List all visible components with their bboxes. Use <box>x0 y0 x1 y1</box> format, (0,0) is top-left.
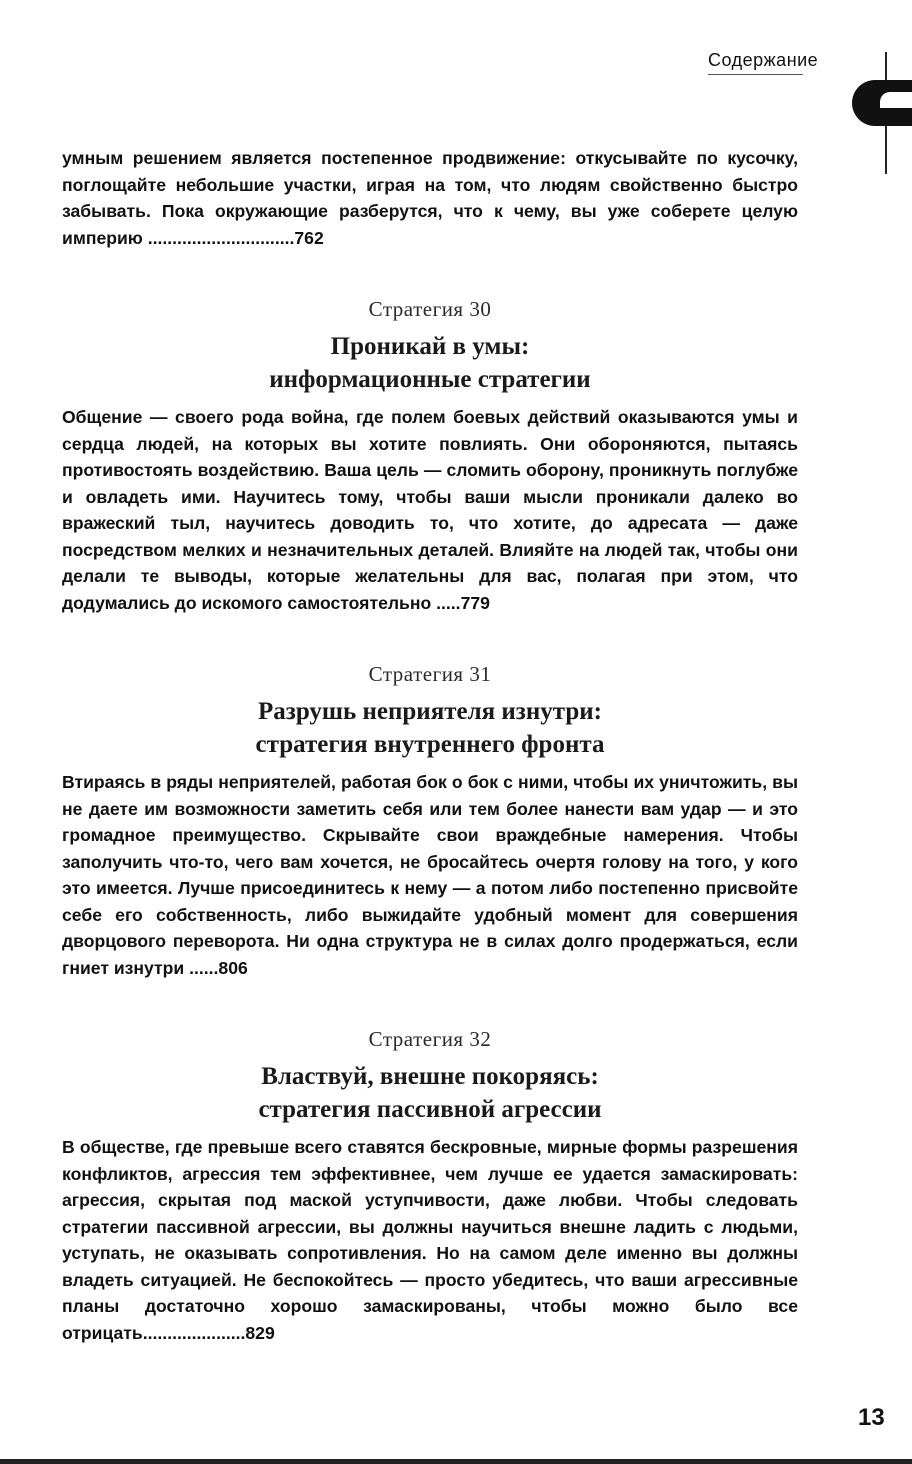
intro-text: умным решением является постепенное продвижение: откусывайте по кусочку, поглощайте небольшие участки, играя на том, что людям свойственно быстро забывать. Пока окружающие разберутся, что к чему, вы уже соберете целую империю <box>62 148 798 248</box>
strategy-title <box>62 695 798 761</box>
strategy-summary <box>62 1134 798 1346</box>
page-number: 13 <box>858 1404 885 1431</box>
toc-content <box>62 145 798 1346</box>
strategy-title-line2: стратегия пассивной агрессии <box>258 1096 602 1123</box>
intro-paragraph <box>62 145 798 251</box>
strategy-summary <box>62 404 798 616</box>
strategy-title-line1: Властвуй, внешне покоряясь: <box>261 1063 599 1090</box>
strategy-page-ref: .....................829 <box>142 1322 275 1343</box>
section-tab-mark <box>852 80 912 126</box>
toc-entry-strategy-32 <box>62 1027 798 1346</box>
strategy-title-line2: информационные стратегии <box>269 366 591 393</box>
intro-page-ref: ..............................762 <box>142 227 324 248</box>
running-header: Содержание <box>708 50 819 70</box>
strategy-page-ref: ......806 <box>184 957 248 978</box>
strategy-page-ref: .....779 <box>431 592 490 613</box>
strategy-summary <box>62 769 798 981</box>
toc-entry-strategy-30 <box>62 297 798 616</box>
strategy-text: В обществе, где превыше всего ставятся бескровные, мирные формы разрешения конфликтов, агрессия тем эффективнее, чем лучше ее удается замаскировать: агрессия, скрытая под маской уступчивости, даже любви. Чтобы следовать стратегии пассивной агрессии, вы должны научиться внешне ладить с людьми, уступать, не оказывать сопротивления. Но на самом деле именно вы должны владеть ситуацией. Не беспокойтесь — просто убедитесь, что ваши агрессивные планы достаточно хорошо замаскированы, чтобы можно было все отрицать <box>62 1137 798 1343</box>
bottom-edge-rule <box>0 1459 912 1464</box>
strategy-title-line2: стратегия внутреннего фронта <box>255 731 605 758</box>
strategy-label: Стратегия 32 <box>368 1027 492 1051</box>
strategy-title-line1: Проникай в умы: <box>330 333 530 360</box>
toc-entry-strategy-31 <box>62 662 798 981</box>
strategy-title-line1: Разрушь неприятеля изнутри: <box>258 698 602 725</box>
strategy-label: Стратегия 31 <box>368 662 492 686</box>
header-underline <box>708 74 803 75</box>
strategy-label: Стратегия 30 <box>368 297 492 321</box>
strategy-title <box>62 330 798 396</box>
strategy-text: Втираясь в ряды неприятелей, работая бок о бок с ними, чтобы их уничтожить, вы не даете им возможности заметить себя или тем более нанести вам удар — и это громадное преимущество. Скрывайте свои враждебные намерения. Чтобы заполучить что-то, чего вам хочется, не бросайтесь очертя голову на того, у кого это имеется. Лучше присоединитесь к нему — а потом либо постепенно присвойте себе его собственность, либо выжидайте удобный момент для совершения дворцового переворота. Ни одна структура не в силах долго продержаться, если гниет изнутри <box>62 772 798 978</box>
strategy-title <box>62 1060 798 1126</box>
strategy-text: Общение — своего рода война, где полем боевых действий оказываются умы и сердца людей, на которых вы хотите повлиять. Они обороняются, пытаясь противостоять воздействию. Ваша цель — сломить оборону, проникнуть поглубже и овладеть ими. Научитесь тому, чтобы ваши мысли проникали далеко во вражеский тыл, научитесь доводить то, что хотите, до адресата — даже посредством мелких и незначительных деталей. Влияйте на людей так, чтобы они делали те выводы, которые желательны для вас, полагая при этом, что додумались до искомого самостоятельно <box>62 407 798 613</box>
